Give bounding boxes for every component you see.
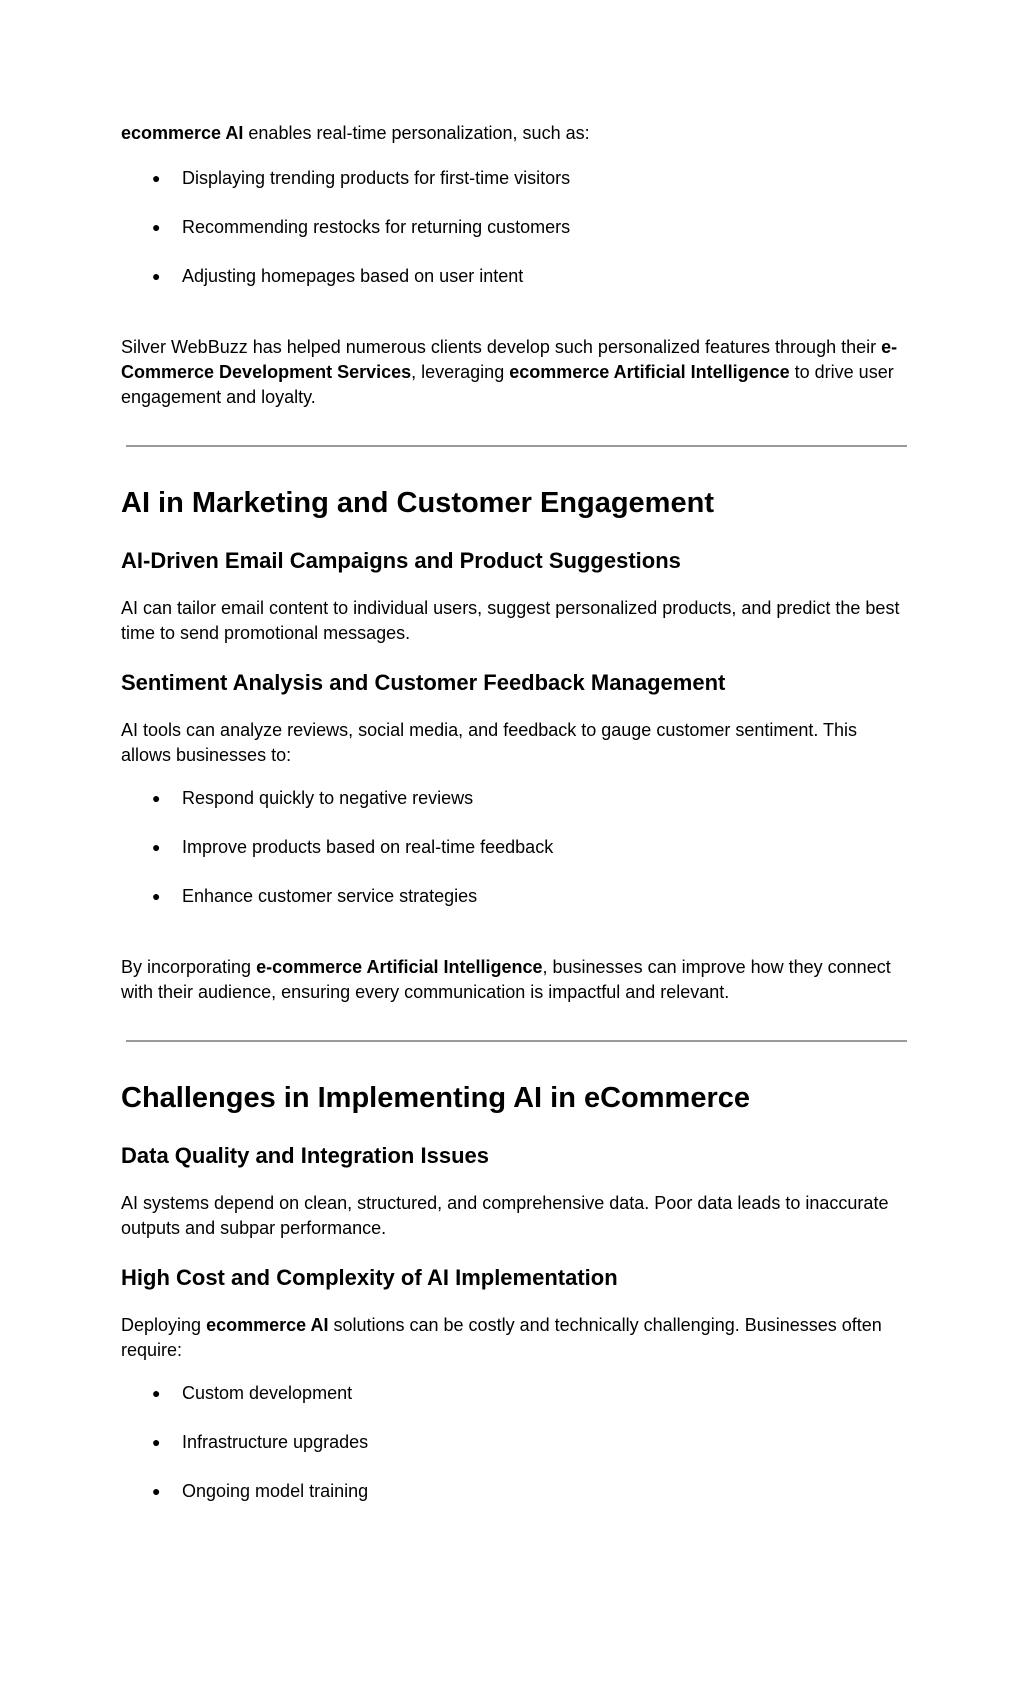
bullet-icon: ●: [152, 170, 161, 186]
list-item: [121, 835, 911, 860]
list-item: [121, 884, 911, 909]
intro-text: enables real-time personalization, such as:: [243, 123, 590, 143]
paragraph-text: solutions can be costly and technically challenging. Businesses often require:: [121, 1315, 882, 1360]
data-quality-paragraph: AI systems depend on clean, structured, and comprehensive data. Poor data leads to inaccurate outputs and subpar performance.: [121, 1193, 889, 1238]
sentiment-bullet-list: [121, 786, 911, 933]
list-item-text: Recommending restocks for returning customers: [182, 217, 571, 237]
sentiment-paragraph: AI tools can analyze reviews, social media, and feedback to gauge customer sentiment. This allows businesses to:: [121, 720, 858, 765]
bullet-icon: ●: [152, 839, 161, 855]
bold-text: e-commerce Artificial Intelligence: [256, 957, 543, 977]
paragraph-text: , leveraging: [411, 362, 510, 382]
cost-paragraph: [121, 1313, 911, 1363]
challenges-heading: Challenges in Implementing AI in eCommerce: [121, 1082, 751, 1114]
paragraph-text: , businesses can improve how they connect with their audience, ensuring every communication is impactful and relevant.: [121, 957, 891, 1002]
list-item-text: Adjusting homepages based on user intent: [182, 266, 524, 286]
bullet-icon: ●: [152, 790, 161, 806]
list-item-text: Displaying trending products for first-time visitors: [182, 168, 571, 188]
paragraph-text: By incorporating: [121, 957, 257, 977]
paragraph-text: Silver WebBuzz has helped numerous clients develop such personalized features through their: [121, 337, 882, 357]
bold-text: e-Commerce Development Services: [121, 337, 898, 382]
bullet-icon: ●: [152, 268, 161, 284]
bullet-icon: ●: [152, 1385, 161, 1401]
list-item: [121, 1430, 911, 1455]
list-item: [121, 215, 911, 240]
list-item: [121, 166, 911, 191]
email-campaigns-heading: AI-Driven Email Campaigns and Product Suggestions: [121, 548, 681, 573]
closing-paragraph: [121, 955, 911, 1005]
section-divider: [126, 1040, 907, 1042]
list-item: [121, 264, 911, 289]
list-item: [121, 786, 911, 811]
intro-bold: ecommerce AI: [121, 123, 244, 143]
paragraph-text: Deploying: [121, 1315, 207, 1335]
bullet-icon: ●: [152, 219, 161, 235]
bullet-icon: ●: [152, 888, 161, 904]
paragraph-text: to drive user engagement and loyalty.: [121, 362, 894, 407]
list-item-text: Respond quickly to negative reviews: [182, 788, 474, 808]
bold-text: ecommerce AI: [206, 1315, 329, 1335]
list-item-text: Infrastructure upgrades: [182, 1432, 369, 1452]
list-item-text: Improve products based on real-time feedback: [182, 837, 554, 857]
list-item: [121, 1381, 911, 1406]
list-item: [121, 1479, 911, 1504]
cost-heading: High Cost and Complexity of AI Implementation: [121, 1265, 618, 1290]
email-campaigns-paragraph: AI can tailor email content to individual users, suggest personalized products, and predict the best time to send promotional messages.: [121, 598, 900, 643]
bold-text: ecommerce Artificial Intelligence: [509, 362, 790, 382]
bullet-icon: ●: [152, 1483, 161, 1499]
section-divider: [126, 445, 907, 447]
bullet-icon: ●: [152, 1434, 161, 1450]
list-item-text: Custom development: [182, 1383, 353, 1403]
data-quality-heading: Data Quality and Integration Issues: [121, 1143, 489, 1168]
cost-bullet-list: [121, 1381, 911, 1528]
list-item-text: Enhance customer service strategies: [182, 886, 478, 906]
intro-paragraph: [121, 121, 911, 146]
sentiment-heading: Sentiment Analysis and Customer Feedback Management: [121, 670, 726, 695]
marketing-heading: AI in Marketing and Customer Engagement: [121, 487, 714, 519]
silver-webbuzz-paragraph: [121, 335, 911, 410]
list-item-text: Ongoing model training: [182, 1481, 369, 1501]
intro-bullet-list: [121, 166, 911, 313]
